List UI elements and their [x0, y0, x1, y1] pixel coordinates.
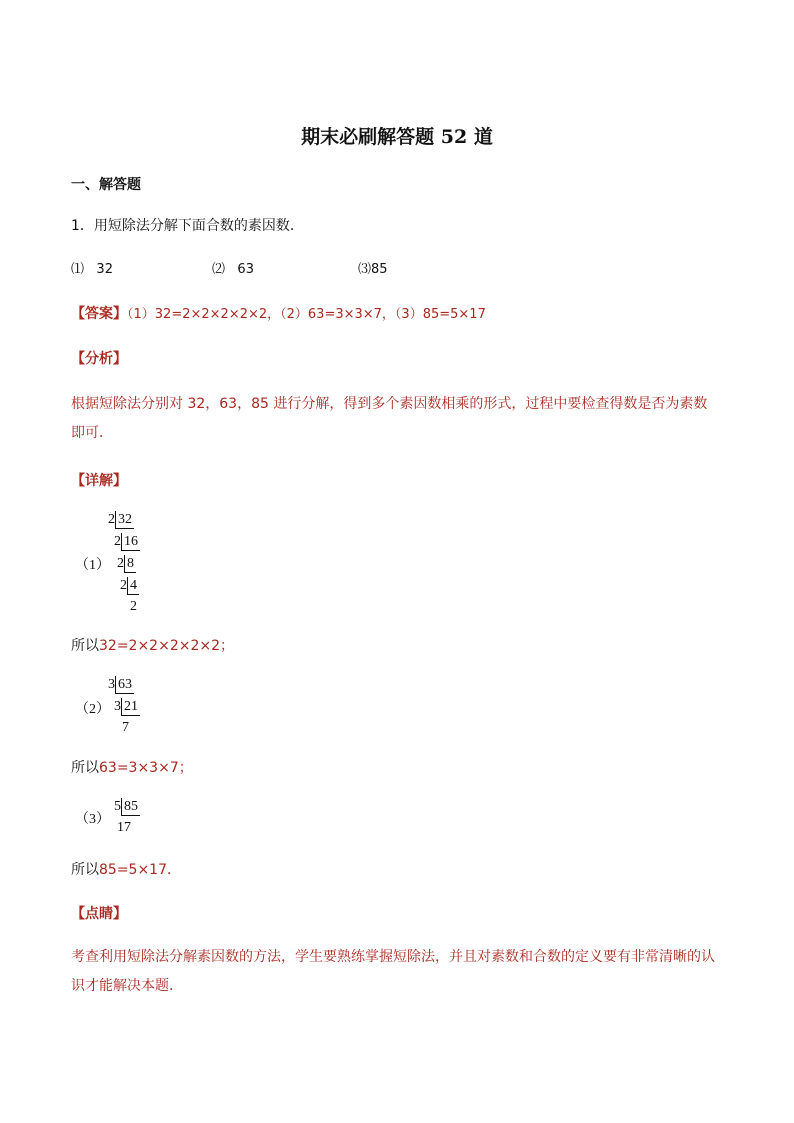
part-1-label: ⑴	[71, 262, 85, 277]
question-body: 用短除法分解下面合数的素因数．	[93, 218, 304, 234]
dividend: 63	[115, 676, 134, 694]
conclusion-prefix: 所以	[71, 862, 99, 878]
ladder-quotient: 2	[130, 599, 137, 614]
conclusion-value: 32=2×2×2×2×2；	[99, 638, 235, 654]
ladder-2-label: （2）	[75, 702, 110, 717]
detail-tag: 【详解】	[71, 473, 127, 489]
ladder-row	[117, 555, 136, 573]
conclusion-1	[71, 635, 234, 655]
dividend: 8	[124, 555, 136, 573]
part-2	[212, 258, 254, 277]
comment-text: 考查利用短除法分解素因数的方法，学生要熟练掌握短除法，并且对素数和合数的定义要有非常清晰的认识才能解决本题．	[71, 949, 715, 994]
dividend: 21	[121, 698, 140, 716]
conclusion-prefix: 所以	[71, 638, 99, 654]
answer-line	[71, 303, 486, 323]
ladder-1-label: （1）	[75, 558, 110, 573]
divisor: 2	[120, 578, 127, 593]
part-3	[358, 258, 388, 277]
conclusion-value: 85=5×17．	[99, 862, 181, 878]
answer-tag: 【答案】	[71, 306, 127, 322]
comment-tag: 【点睛】	[71, 906, 127, 922]
ladder-quotient: 17	[117, 820, 131, 835]
conclusion-2	[71, 757, 193, 777]
part-2-value: 63	[237, 262, 254, 277]
ladder-row	[108, 511, 134, 529]
part-3-label: ⑶	[358, 262, 372, 277]
section-heading: 一、解答题	[71, 177, 141, 193]
dividend: 16	[121, 533, 140, 551]
dividend: 32	[115, 511, 134, 529]
conclusion-prefix: 所以	[71, 760, 99, 776]
part-3-value: 85	[371, 262, 388, 277]
ladder-row	[114, 698, 140, 716]
dividend: 85	[121, 798, 140, 816]
conclusion-value: 63=3×3×7；	[99, 760, 193, 776]
ladder-3-label: （3）	[75, 812, 110, 827]
ladder-row	[108, 676, 134, 694]
ladder-row	[114, 798, 140, 816]
divisor: 2	[108, 512, 115, 527]
divisor: 2	[117, 556, 124, 571]
divisor: 2	[114, 534, 121, 549]
ladder-quotient: 7	[122, 720, 129, 735]
conclusion-3	[71, 859, 181, 879]
divisor: 5	[114, 799, 121, 814]
question-text	[71, 215, 304, 235]
analysis-tag: 【分析】	[71, 351, 127, 367]
divisor: 3	[114, 699, 121, 714]
answer-text: （1）32=2×2×2×2×2，（2）63=3×3×7，（3）85=5×17	[127, 307, 486, 322]
ladder-row	[114, 533, 140, 551]
page-title: 期末必刷解答题 52 道	[301, 126, 493, 148]
divisor: 3	[108, 677, 115, 692]
part-2-label: ⑵	[212, 262, 226, 277]
dividend: 4	[127, 577, 139, 595]
part-1	[71, 258, 113, 277]
part-1-value: 32	[96, 262, 113, 277]
analysis-text: 根据短除法分别对 32，63，85 进行分解，得到多个素因数相乘的形式，过程中要检查得数是否为素数即可．	[71, 396, 708, 441]
ladder-row	[120, 577, 139, 595]
question-number: 1．	[71, 218, 94, 234]
